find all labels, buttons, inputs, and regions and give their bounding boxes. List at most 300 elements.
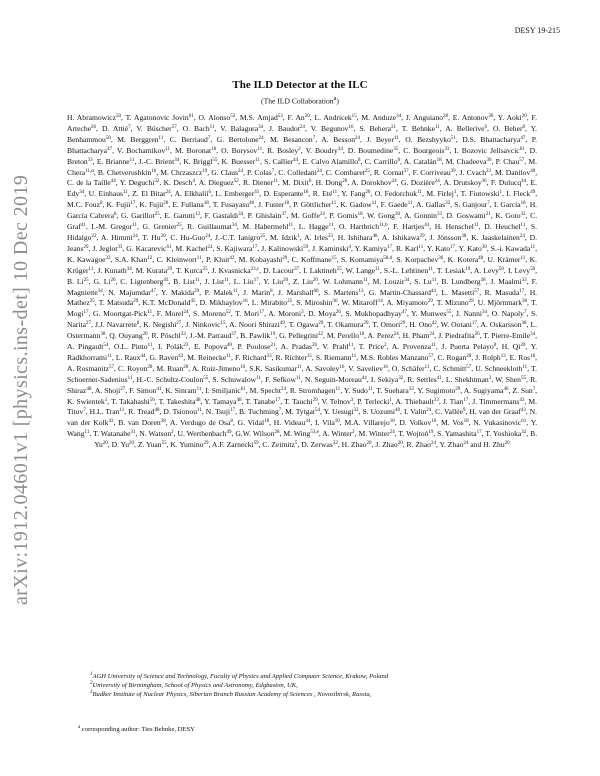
author-affiliation-mark: 24 xyxy=(426,408,432,414)
author-name: G. Dozière xyxy=(400,178,435,188)
author-affiliation-mark: 17 xyxy=(230,408,236,414)
author-name: T. Behnke xyxy=(401,123,435,133)
author-affiliation-mark: 44 xyxy=(293,157,299,163)
author-name: A. Miyamoto xyxy=(386,298,428,308)
author-name: M. Louzir xyxy=(372,276,405,286)
author-name: P. Malek xyxy=(204,287,233,297)
author-name: J. Jönsson xyxy=(429,232,462,242)
author-name: J. Piedrafita xyxy=(438,331,475,341)
author-affiliation-mark: 11 xyxy=(296,364,302,370)
author-affiliation-mark: 11 xyxy=(332,190,338,196)
author-name: C. Vallée xyxy=(435,407,463,417)
author-affiliation-mark: 4 xyxy=(348,244,351,250)
author-affiliation-mark: 7 xyxy=(83,408,86,414)
author-affiliation-mark: 20 xyxy=(129,441,135,447)
author-name: R. Cornat xyxy=(373,167,404,177)
author-affiliation-mark: 2 xyxy=(352,430,355,436)
author-name: S. Korpachev xyxy=(396,254,439,264)
author-name: A. Winter xyxy=(322,429,353,439)
author-name: C. Rogan xyxy=(437,352,467,362)
author-name: I. Smiljanic xyxy=(205,385,241,395)
author-name: O. Beher xyxy=(492,123,523,133)
author-name: C. Bourgeois xyxy=(403,145,445,155)
author-name: A. Provenza xyxy=(391,342,431,352)
author-name: L. Emberger xyxy=(215,189,255,199)
author-name: H. Videau xyxy=(273,418,306,428)
author-name: K. Swientek xyxy=(67,396,105,406)
author-affiliation-mark: 11 xyxy=(371,201,377,207)
author-affiliation-mark: 31 xyxy=(130,430,136,436)
author-affiliation-mark: 11 xyxy=(194,277,200,283)
author-name: M. Idzik xyxy=(270,232,298,242)
author-list: H. Abramowicz$^{50}$, T. Agatonovic Jovin$^{61}$, O. Alonso$^{52}$, M.S. Amjad$^{53}$, F. An$^{20}$, L. Andricek$^{15}$, M. Anduze$^{34}$, J. Anguiano$^{28}$, E. Antonov$^{36}$, Y. Aoki$^{20}$, F. Arteche$^{26}$, D. Attié$^7$, V. Büscher$^{57}$, O. Bach$^{11}$, V. Balagura$^{34}$, J. Baudot$^{24}$, V. Begunov$^{16}$, S. Behera$^{21}$, T. Behnke$^{11}$, A. Bellerive$^6$, O. Beher$^8$, Y. Benhammou$^{50}$, M. Berggren$^{11}$, C. Berriaud$^7$, G. Bertolone$^{24}$, M. Besancon$^7$, A. Besson$^{24}$, J. Beyer$^{11}$, O. Bezshyyko$^{51}$, D.S. Bhattacharya$^{47}$, P. Bhattacharya$^{47}$, V. Bochamikov$^{11}$, M. Boronat$^{18}$, O. Borysov$^{11}$, R. Bosley$^2$, V. Boudry$^{34}$, D. Boumedine$^{35}$, C. Bourgeois$^{33}$, I. Bozovic Jelisavcic$^{61}$, D. Breton$^{33}$, E. Brianne$^{11}$, J.-C. Brient$^{34}$, K. Briggl$^{55}$, K. Buesser$^{11}$, S. Callier$^{44}$, E. Calvo Alamillo$^8$, C. Carrillo$^8$, A. Catalán$^{18}$, M. Chadeeva$^{36}$, P. Chau$^{57}$, M. Chera$^{11,\alpha}$, B. Chetverushkin$^{16}$, M. Chrzaszcz$^{19}$, G. Claus$^{24}$, P. Colas$^7$, C. Colledani$^{24}$, C. Combaret$^{25}$, R. Cornat$^{37}$, F. Corriveau$^{39}$, J. Cvach$^{23}$, M. Danilov$^{40}$, C. de la Taille$^{44}$, Y. Deguchi$^{32}$, K. Desch$^4$, A. Dieguez$^{52}$, R. Diener$^{11}$, M. Dixit$^6$, H. Dong$^{20}$, A. Dorokhov$^{24}$, G. Dozière$^{24}$, A. Drutskoy$^{36}$, F. Dulucq$^{44}$, E. Edy$^{34}$, U. Einhaus$^{11}$, Z. El Bitar$^{24}$, A. Elkhalii$^6$, L. Emberger$^{41}$, D. Esperante$^{18}$, R. Eté$^{11}$, Y. Fang$^{20}$, O. Fedorchuk$^{11}$, M. Firlej$^1$, T. Fiutowski$^1$, I. Fleck$^{49}$, M.C. Fouz$^8$, K. Fujii$^{17}$, K. Fujii$^{20}$, E. Fullana$^{18}$, T. Fusayasu$^{46}$, J. Fuster$^{18}$, P. Göttlicher$^{11}$, K. Gadow$^{11}$, F. Gaede$^{11}$, A. Gallas$^{33}$, S. Ganjour$^7$, I. García$^{18}$, H. García Cabrera$^8$, G. Garillot$^{25}$, E. Garutti$^{13}$, F. Gastaldi$^{34}$, P. Ghislain$^{37}$, M. Goffe$^{24}$, P. Gomis$^{18}$, W. Gong$^{20}$, A. Gonnin$^{33}$, D. Goswami$^{21}$, K. Goto$^{32}$, C. Graf$^{41}$, I.-M. Gregor$^{11}$, G. Grenier$^{25}$, R. Guillaumat$^{34}$, M. Habermehl$^{11}$, L. Hagge$^{11}$, O. Hartbrich$^{11,b}$, F. Hartjes$^{43}$, H. Henschel$^{11}$, D. Heuchel$^{11}$, S. Hidalgo$^{22}$, A. Himmi$^{24}$, T. Hu$^{20}$, C. Hu-Guo$^{24}$, J.-C.T. Ianigro$^{25}$, M. Idzik$^1$, A. Irles$^{33}$, H. Ishihara$^{48}$, A. Ishikawa$^{29}$, J. Jönsson$^{38}$, K. Jaaskelainen$^{24}$, D. Jeans$^{29}$, J. Jeglot$^{33}$, G. Kacarevic$^{61}$, M. Kachel$^{24}$, S. Kajiwara$^{17}$, J. Kalinowski$^{59}$, J. Kaminski$^4$, Y. Kamiya$^{17}$, R. Karl$^{11}$, Y. Kato$^{17}$, Y. Kato$^{30}$, S.-i. Kawada$^{11}$, K. Kawagoe$^{32}$, S.A. Khan$^{12}$, C. Kleinwort$^{11}$, P. Kluit$^{43}$, M. Kobayashi$^{29}$, C. Koffmane$^{15}$, S. Komamiya$^{58,d}$, S. Korpachev$^{36}$, K. Kotera$^{48}$, U. Krämer$^{11}$, K. Krüger$^{11}$, J. Kunath$^{34}$, M. Kurata$^{29}$, T. Kurca$^{25}$, J. Kvasnicka$^{23,c}$, D. Lacour$^{37}$, I. Laktineh$^{25}$, W. Lange$^{11}$, S.-L. Lehtinen$^{11}$, T. Lesiak$^{19}$, A. Levy$^{50}$, I. Levy$^{50}$, B. Li$^{25}$, G. Li$^{20}$, C. Ligtenberg$^{43}$, B. List$^{11}$, J. List$^{11}$, L. Liu$^{17}$, Y. Liu$^{20}$, Z. Liu$^{20}$, W. Lohmann$^{11}$, M. Louzir$^{34}$, S. Lu$^{11}$, B. Lundberg$^{38}$, J. Maalmi$^{33}$, F. Magniette$^{34}$, N. Majumdar$^{47}$, Y. Makida$^{29}$, P. Malek$^{11}$, J. Marin$^8$, J. Marshall$^{60}$, S. Martens$^{13}$, G. Martin-Chassard$^{44}$, L. Masetti$^{57}$, R. Masuda$^{17}$, H. Mathez$^{25}$, T. Matsuda$^{29}$, K.T. McDonald$^{45}$, D. Mikhaylov$^{16}$, L. Mirabito$^{25}$, S. Miroshin$^{36}$, W. Mitaroff$^{14}$, A. Miyamoto$^{29}$, T. Mizuno$^{29}$, U. Mjörnmark$^{38}$, T. Mogi$^{17}$, G. Moortgat-Pick$^{11}$, F. Morel$^{24}$, S. Moreno$^{52}$, T. Mori$^{17}$, A. Moroni$^3$, D. Moya$^{26}$, S. Mukhopadhyay$^{47}$, Y. Munwes$^{55}$, J. Nanni$^{34}$, O. Napoly$^7$, S. Narita$^{27}$, J.J. Navarrete$^8$, K. Negishi$^{27}$, J. Ninkovic$^{15}$, A. Noori Shirazi$^{49}$, T. Ogawa$^{29}$, T. Okamura$^{29}$, T. Omori$^{29}$, H. Ono$^{42}$, W. Ootani$^{17}$, A. Oskarsson$^{38}$, L. Ostermann$^{38}$, Q. Ouyang$^{20}$, R. Pöschl$^{33}$, J.-M. Parraud$^{37}$, B. Pawlik$^{19}$, G. Pellegrini$^{22}$, M. Perello$^{18}$, A. Perez$^{24}$, H. Pham$^{24}$, J. Piedrafita$^{26}$, T. Pierre-Emile$^{34}$, A. Pingault$^{54}$, O.L. Pinto$^{11}$, I. Polák$^{23}$, E. Popova$^{40}$, P. Poulose$^{21}$, A. Pradas$^{26}$, V. Prahl$^{11}$, T. Price$^2$, A. Provenza$^{11}$, J. Puerta Pelayo$^8$, H. Qi$^{20}$, Y. Radkhorrami$^{11}$, L. Raux$^{44}$, G. Raven$^{43}$, M. Reinecke$^{11}$, F. Richard$^{33}$, R. Richter$^{15}$, S. Riemann$^{11}$, M.S. Robles Manzano$^{57}$, C. Rogan$^{28}$, J. Rolph$^{13}$, E. Ros$^{18}$, A. Rosmanitz$^{57}$, C. Royon$^{28}$, M. Ruan$^{20}$, A. Ruiz-Jimeno$^{10}$, S.K. Sasikumar$^{11}$, A. Savoley$^{16}$, V. Saveliev$^{16}$, O. Schäfer$^{11}$, C. Schmitt$^{57}$, U. Schneekloth$^{11}$, T. Schoerner-Sadenius$^{11}$, H.-C. Schultz-Coulon$^{55}$, S. Schuwalow$^{11}$, F. Sefkow$^{11}$, N. Seguin-Moreau$^{44}$, I. Sekiya$^{32}$, R. Settles$^{41}$, L. Shekhtman$^3$, W. Shen$^{55}$, R. Shiraz$^{48}$, A. Shoji$^{27}$, F. Simon$^{41}$, K. Sinram$^{11}$, I. Smiljanic$^{61}$, M. Specht$^{24}$, R. Stromhagen$^{11}$, Y. Sudo$^{11}$, T. Suehara$^{32}$, Y. Sugimoto$^{29}$, A. Sugiyama$^{46}$, Z. Sun$^7$, K. Swientek$^1$, T. Takahashi$^{56}$, T. Takeshita$^{48}$, Y. Tamaya$^{48}$, T. Tanabe$^{17}$, T. Tauchi$^{29}$, V. Telnov$^3$, P. Terlecki$^1$, A. Thiebault$^{33}$, J. Tian$^{17}$, J. Timmermans$^{43}$, M. Titov$^7$, H.L. Tran$^{11}$, R. Tread$^{48}$, D. Tsionou$^{11}$, N. Tsuji$^{17}$, B. Tuchming$^7$, M. Tytgat$^{54}$, Y. Uesugi$^{32}$, S. Uozumi$^{48}$, I. Valin$^{24}$, C. Vallée$^9$, H. van der Graaf$^{43}$, N. van der Kolk$^{43}$, B. van Doren$^{28}$, A. Verdugo de Osa$^8$, G. Vidal$^{18}$, H. Videau$^{34}$, I. Vila$^{10}$, M.A. Villarejo$^{18}$, D. Volkov$^{16}$, M. Vos$^{18}$, N. Vukasinovic$^{61}$, Y. Wang$^{11}$, T. Watanabe$^{31}$, N. Watson$^2$, U. Werthenbach$^{49}$, G.W. Wilson$^{28}$, M. Wing$^{53,e}$, A. Winter$^2$, M. Winter$^{24}$, T. Wojtoń$^{19}$, S. Yamashita$^{17}$, T. Yoshioka$^{32}$, B. Yu$^{20}$, D. Yu$^{20}$, Z. Yuan$^{55}$, K. Yumino$^{29}$, A.F. Zarnecki$^{59}$, C. Zeitnitz$^5$, D. Zerwas$^{33}$, H. Zhao$^{20}$, J. Zhao$^{20}$, R. Zhao$^{24}$, Y. Zhao$^{24}$ and H. Zhu$^{20}$ xyxy=(67,113,538,450)
author-affiliation-mark: 34 xyxy=(79,190,85,196)
author-name: M. Kobayashi xyxy=(238,254,283,264)
author-affiliation-mark: 34 xyxy=(404,277,410,283)
author-name: V. Balagura xyxy=(220,123,259,133)
author-name: A. Moroni xyxy=(268,309,302,319)
author-name: T. Schoerner-Sadenius xyxy=(67,363,537,384)
author-name: D. Breton xyxy=(67,145,538,166)
author-name: G. Claus xyxy=(211,167,239,177)
author-name: H. Mathez xyxy=(67,287,538,308)
author-affiliation-mark: 18 xyxy=(520,201,526,207)
author-name: K. Fujii xyxy=(106,200,131,210)
author-affiliation-mark: 11 xyxy=(331,201,337,207)
author-name: J. Kaminski xyxy=(312,243,349,253)
author-affiliation-mark: 8 xyxy=(397,157,401,163)
author-name: J. Jeglot xyxy=(92,243,118,253)
author-affiliation-mark: 24 xyxy=(391,179,397,185)
author-affiliation-mark: 52 xyxy=(230,114,236,119)
author-name: L. Masetti xyxy=(441,287,475,297)
author-affiliation-mark: 46 xyxy=(249,201,255,207)
author-affiliation-mark: 24 xyxy=(132,233,138,239)
author-affiliation-mark: 52 xyxy=(233,179,239,185)
author-affiliation-mark: 13 xyxy=(195,212,200,218)
author-name: Y. Deguchi xyxy=(119,178,155,188)
author-affiliation-mark: 59 xyxy=(253,441,259,447)
author-name: I. Valin xyxy=(403,407,427,417)
author-affiliation-mark: 20 xyxy=(366,441,372,447)
author-name: A. Pingault xyxy=(67,342,104,352)
author-name: J. Nanni xyxy=(455,309,482,319)
author-affiliation-mark: 3 xyxy=(350,397,354,403)
author-affiliation-mark: 17 xyxy=(259,310,265,316)
author-name: K. Fujii xyxy=(139,200,164,210)
author-name: E. Fullana xyxy=(172,200,204,210)
author-name: R. Settles xyxy=(407,374,437,384)
author-affiliation-mark: 24 xyxy=(205,233,211,239)
author-name: I. Bozovic Jelisavcic xyxy=(454,145,520,155)
author-name: G. Bertolone xyxy=(216,134,259,144)
author-name: Q. Ouyang xyxy=(109,331,143,341)
author-affiliation-mark: 44 xyxy=(110,179,116,185)
author-affiliation-mark: 2 xyxy=(384,343,387,349)
author-name: R. Eté xyxy=(312,189,333,199)
author-affiliation-mark: 20 xyxy=(110,277,116,283)
author-name: M. Specht xyxy=(249,385,281,395)
author-name: H. García Cabrera xyxy=(67,200,538,221)
affiliation-text: University of Birmingham, School of Physics and Astronomy, Edgbaston, UK, xyxy=(92,682,298,689)
author-name: H. Dong xyxy=(315,178,343,188)
author-name: M. Chera xyxy=(67,156,538,177)
author-affiliation-mark: 19 xyxy=(465,266,471,272)
author-name: Y. Fang xyxy=(341,189,366,199)
author-affiliation-mark: 29 xyxy=(419,233,425,239)
author-affiliation-mark: 20 xyxy=(163,201,169,207)
author-affiliation-mark: 11 xyxy=(434,124,440,130)
author-name: G. Kacarevic xyxy=(126,243,167,253)
author-name: K. Goto xyxy=(495,211,521,221)
author-name: J.-M. Parraud xyxy=(189,331,232,341)
author-affiliation-mark: 25 xyxy=(83,277,89,283)
author-affiliation-mark: 24 xyxy=(280,386,286,392)
author-affiliation-mark: 20 xyxy=(283,277,289,283)
author-affiliation-mark: 1 xyxy=(453,190,457,196)
author-name: K. Kawagoe xyxy=(67,254,106,264)
author-affiliation-mark: 37 xyxy=(294,266,300,272)
author-name: M.S. Robles Manzano xyxy=(360,352,429,362)
author-affiliation-mark: 20 xyxy=(365,190,371,196)
author-affiliation-mark: 24 xyxy=(393,332,399,338)
author-name: E. Brianne xyxy=(96,156,130,166)
author-name: Y. Makida xyxy=(161,287,195,297)
author-affiliation-mark: 11 xyxy=(119,408,125,414)
author-affiliation-mark: 29 xyxy=(468,299,474,305)
author-name: H. Henschel xyxy=(434,222,474,232)
author-affiliation-mark: 16 xyxy=(339,364,345,370)
author-name: B. van Doren xyxy=(118,418,161,428)
author-affiliation-mark: 43 xyxy=(108,419,114,425)
author-name: T. Mori xyxy=(235,309,260,319)
author-name: R. Tread xyxy=(128,407,155,417)
author-name: P. Ghislain xyxy=(247,211,282,221)
author-name: I. Levy xyxy=(507,265,531,275)
author-name: P. Bhattacharya xyxy=(67,134,538,155)
author-name: N. Vukasinovic xyxy=(473,418,522,428)
author-name: O. Bezshyyko xyxy=(405,134,451,144)
author-name: I. Fleck xyxy=(506,189,531,199)
author-affiliation-mark: 11 xyxy=(407,201,413,207)
author-name: T. Agatonovic Jovin xyxy=(125,113,189,122)
author-name: K.T. McDonald xyxy=(142,298,191,308)
author-affiliation-mark: 11 xyxy=(328,223,334,229)
author-affiliation-mark: 11 xyxy=(132,223,137,229)
author-affiliation-mark: 11 xyxy=(473,223,479,229)
author-affiliation-mark: 11 xyxy=(107,353,112,359)
author-affiliation-mark: 18 xyxy=(303,190,309,196)
author-name: M. Dixit xyxy=(282,178,309,188)
author-name: R. Masuda xyxy=(484,287,520,297)
author-affiliation-mark: 55 xyxy=(161,441,167,447)
author-affiliation-mark: 15 xyxy=(331,255,337,261)
author-name: U. Werthenbach xyxy=(177,429,227,439)
author-name: B. Lundberg xyxy=(441,276,481,286)
author-name: V. Saveliev xyxy=(348,363,383,373)
author-name: Y. Uesugi xyxy=(323,407,354,417)
author-affiliation-mark: 24 xyxy=(355,135,361,141)
author-name: A. Savoley xyxy=(305,363,340,373)
author-name: G. Grenier xyxy=(142,222,177,232)
author-affiliation-mark: 21 xyxy=(485,212,491,218)
author-affiliation-mark: 41 xyxy=(436,375,442,381)
author-name: K. Buesser xyxy=(221,156,256,166)
author-affiliation-mark: 11 xyxy=(122,190,128,196)
author-name: J. Marshall xyxy=(278,287,314,297)
author-name: F. Gaede xyxy=(380,200,408,210)
author-affiliation-mark: 55 xyxy=(520,375,526,381)
author-name: Y. Sudo xyxy=(343,385,368,395)
author-name: F. Arteche xyxy=(67,113,538,133)
author-name: C. Zeitnitz xyxy=(262,440,295,450)
author-affiliation-mark: 50 xyxy=(530,266,536,272)
author-affiliation-mark: 18 xyxy=(463,419,469,425)
author-name: S.A. Khan xyxy=(114,254,148,264)
author-name: J. Kvasnicka xyxy=(211,265,251,275)
author-affiliation-mark: 34 xyxy=(231,223,237,229)
author-affiliation-mark: 8 xyxy=(358,157,361,163)
author-name: R. Karl xyxy=(395,243,419,253)
author-affiliation-mark: 11 xyxy=(147,310,153,316)
author-affiliation-mark: 4 xyxy=(192,179,195,185)
author-name: T. Tauchi xyxy=(284,396,313,406)
author-name: P. Terlecki xyxy=(357,396,390,406)
author-affiliation-mark: 43 xyxy=(520,408,526,414)
author-name: T. Wojtoń xyxy=(398,429,429,439)
author-affiliation-mark: 20 xyxy=(142,332,148,338)
author-name: F. Corriveau xyxy=(412,167,451,177)
author-name: S.-i. Kawada xyxy=(490,243,531,253)
author-name: W. Lohmann xyxy=(322,276,363,286)
author-name: A. Elkhalii xyxy=(174,189,209,199)
author-affiliation-mark: 1 xyxy=(389,397,392,403)
author-affiliation-mark: 52 xyxy=(225,310,231,316)
author-name: T. Mogi xyxy=(67,298,537,319)
author-name: L. Raux xyxy=(115,352,141,362)
author-affiliation-mark: 25 xyxy=(176,223,182,229)
author-affiliation-mark: 61 xyxy=(519,146,525,152)
author-affiliation-mark: 16 xyxy=(348,124,354,130)
author-name: A. Rosmanitz xyxy=(67,363,109,373)
author-affiliation-mark: 32 xyxy=(398,375,404,381)
author-affiliation-mark: 17 xyxy=(253,277,259,283)
author-name: T. Suehara xyxy=(376,385,409,395)
footnote-mark: a xyxy=(78,725,81,730)
author-affiliation-mark: 33 xyxy=(433,397,439,403)
author-affiliation-mark: 46 xyxy=(503,386,509,392)
author-affiliation-mark: 29 xyxy=(203,441,209,447)
author-name: H. Abramowicz xyxy=(67,113,117,122)
author-affiliation-mark: 18 xyxy=(203,201,209,207)
author-name: M. Tytgat xyxy=(285,407,315,417)
author-affiliation-mark: 57 xyxy=(171,124,177,130)
author-affiliation-mark: 33 xyxy=(445,201,451,207)
author-name: R. Zhao xyxy=(406,440,431,450)
author-name: F. Morel xyxy=(156,309,184,319)
author-affiliation-mark: 50 xyxy=(116,114,122,119)
author-name: I. Laktineh xyxy=(303,265,337,275)
author-name: E. Garutti xyxy=(164,211,195,221)
author-name: K. Sinram xyxy=(165,385,197,395)
author-name: F. Sefkow xyxy=(265,374,297,384)
author-name: M.S. Amjad xyxy=(239,113,278,122)
author-name: J. Fuster xyxy=(258,200,285,210)
author-name: M. Kachel xyxy=(175,243,208,253)
author-name: O. Fedorchuk xyxy=(374,189,418,199)
author-name: T. Omori xyxy=(372,320,401,330)
author-name: O.L. Pinto xyxy=(113,342,148,352)
author-affiliation-mark: 57 xyxy=(109,364,114,370)
author-name: P. Colas xyxy=(247,167,272,177)
author-name: Y. Wang xyxy=(67,418,538,439)
author-name: A. Irles xyxy=(304,232,328,242)
author-name: C. Combaret xyxy=(325,167,365,177)
author-affiliation-mark: 19 xyxy=(270,332,276,338)
author-name: M.C. Fouz xyxy=(67,200,100,210)
author-affiliation-mark: 36 xyxy=(481,179,487,185)
author-name: L. Andricek xyxy=(314,113,352,122)
collaboration-line xyxy=(0,95,600,106)
author-affiliation-mark: 38 xyxy=(461,233,467,239)
author-affiliation-mark: 11,b xyxy=(379,223,388,229)
author-name: V. Bochamikov xyxy=(116,145,166,155)
author-affiliation-mark: 5 xyxy=(294,441,298,447)
author-name: B. List xyxy=(173,276,195,286)
author-affiliation-mark: 11 xyxy=(375,266,380,272)
author-affiliation-mark: 27 xyxy=(85,321,91,327)
author-affiliation-mark: 43 xyxy=(519,397,525,403)
author-affiliation-mark: 21 xyxy=(391,124,396,130)
author-name: Y. Munwes xyxy=(411,309,447,319)
author-name: J. Puerta Pelayo xyxy=(441,342,494,352)
author-affiliation-mark: 20 xyxy=(521,114,527,119)
author-name: Y. Kato xyxy=(458,243,482,253)
author-affiliation-mark: 20 xyxy=(342,179,348,185)
author-name: A. Besson xyxy=(321,134,356,144)
author-name: A. Pradas xyxy=(280,342,312,352)
author-affiliation-mark: 11 xyxy=(296,375,301,381)
collaboration-text: (The ILD Collaboration xyxy=(261,96,334,106)
author-conjunction: and xyxy=(468,440,484,450)
author-affiliation-mark: 59 xyxy=(303,244,309,250)
author-affiliation-mark: 38 xyxy=(522,299,527,305)
author-affiliation-mark: 34 xyxy=(258,124,264,130)
author-affiliation-mark: 20 xyxy=(304,114,310,119)
author-affiliation-mark: 29 xyxy=(133,299,139,305)
author-affiliation-mark: 60 xyxy=(313,288,319,294)
author-affiliation-mark: 21 xyxy=(270,343,276,349)
author-affiliation-mark: 11 xyxy=(129,157,135,163)
author-name: J. Kunath xyxy=(97,265,127,275)
author-affiliation-mark: 11 xyxy=(431,343,436,349)
author-name: M. Chadeeva xyxy=(445,156,487,166)
author-affiliation-mark: 45 xyxy=(190,299,196,305)
author-affiliation-mark: 17 xyxy=(252,244,258,250)
author-affiliation-mark: 24 xyxy=(463,441,469,447)
author-affiliation-mark: 11 xyxy=(522,364,528,370)
author-name: G. Pellegrini xyxy=(279,331,319,341)
author-affiliation-mark: 29 xyxy=(363,321,369,327)
author-affiliation-mark: 27 xyxy=(120,386,126,392)
author-name: Z. Liu xyxy=(292,276,313,286)
author-affiliation-mark: 11 xyxy=(257,146,263,152)
author-name: D. Lacour xyxy=(263,265,295,275)
author-affiliation-mark: 36 xyxy=(438,255,444,261)
author-affiliation-mark: 11 xyxy=(362,277,368,283)
author-name: M. Goffe xyxy=(290,211,320,221)
author-affiliation-mark: 42 xyxy=(431,321,437,327)
author-name: I. Sekiya xyxy=(370,374,399,384)
author-name: L. Ostermann xyxy=(67,320,538,341)
author-affiliation-mark: 1 xyxy=(104,397,108,403)
author-name: Y. Tamaya xyxy=(204,396,237,406)
author-affiliation-mark: 17 xyxy=(83,310,89,316)
author-name: Y. Benhammou xyxy=(67,123,538,144)
author-affiliation-mark: 37 xyxy=(281,212,287,218)
author-affiliation-mark: 11 xyxy=(393,135,399,141)
author-name: T. Tanabe xyxy=(245,396,276,406)
author-affiliation-mark: 7 xyxy=(271,168,275,174)
author-affiliation-mark: 15 xyxy=(351,114,357,119)
author-affiliation-mark: 40 xyxy=(530,168,536,174)
author-affiliation-mark: 11 xyxy=(428,266,434,272)
author-affiliation-mark: 11 xyxy=(224,277,229,283)
author-affiliation-mark: 24 xyxy=(429,332,435,338)
author-name: T. Kurca xyxy=(176,265,203,275)
author-affiliation-mark: 43 xyxy=(178,353,184,359)
author-name: A. Ruiz-Jimeno xyxy=(191,363,241,373)
corresponding-author-footnote xyxy=(78,726,195,733)
author-affiliation-mark: 20 xyxy=(312,277,318,283)
author-affiliation-mark: 24 xyxy=(316,168,322,174)
author-affiliation-mark: 18 xyxy=(264,419,270,425)
author-affiliation-mark: 37 xyxy=(231,332,237,338)
author-affiliation-mark: 44 xyxy=(361,375,367,381)
author-affiliation-mark: 7 xyxy=(312,135,316,141)
author-name: R. Pöschl xyxy=(151,331,181,341)
author-name: R. Shiraz xyxy=(67,374,538,395)
author-name: Y. Kamiya xyxy=(354,243,388,253)
author-name: P. Poulose xyxy=(237,342,271,352)
author-affiliation-mark: 58,d xyxy=(383,255,393,261)
author-affiliation-mark: 24 xyxy=(434,179,440,185)
author-affiliation-mark: 28 xyxy=(466,353,472,359)
author-name: M. Wing xyxy=(283,429,311,439)
author-affiliation-mark: 17 xyxy=(476,430,482,436)
author-name: N. van der Kolk xyxy=(67,407,538,428)
author-name: R. Bosley xyxy=(267,145,299,155)
author-affiliation-mark: 53 xyxy=(277,114,283,119)
author-name: M. Winter xyxy=(358,429,390,439)
author-affiliation-mark: 33 xyxy=(436,212,442,218)
author-name: E. Popova xyxy=(193,342,227,352)
author-affiliation-mark: 32 xyxy=(353,408,359,414)
author-name: J. Baudot xyxy=(269,123,300,133)
author-affiliation-mark: 29 xyxy=(318,321,324,327)
author-affiliation-mark: 6 xyxy=(208,190,211,196)
author-name: A. Gallas xyxy=(416,200,446,210)
author-name: S. Miroshin xyxy=(296,298,333,308)
author-affiliation-mark: 54 xyxy=(103,343,109,349)
author-name: U. Schneekloth xyxy=(475,363,523,373)
affiliation-item xyxy=(90,672,530,681)
author-name: D. Attié xyxy=(101,123,129,133)
author-name: S. Narita xyxy=(67,309,538,330)
author-affiliation-mark: 48 xyxy=(395,408,401,414)
author-name: F. Gastaldi xyxy=(204,211,239,221)
author-name: O. Alonso xyxy=(198,113,231,122)
